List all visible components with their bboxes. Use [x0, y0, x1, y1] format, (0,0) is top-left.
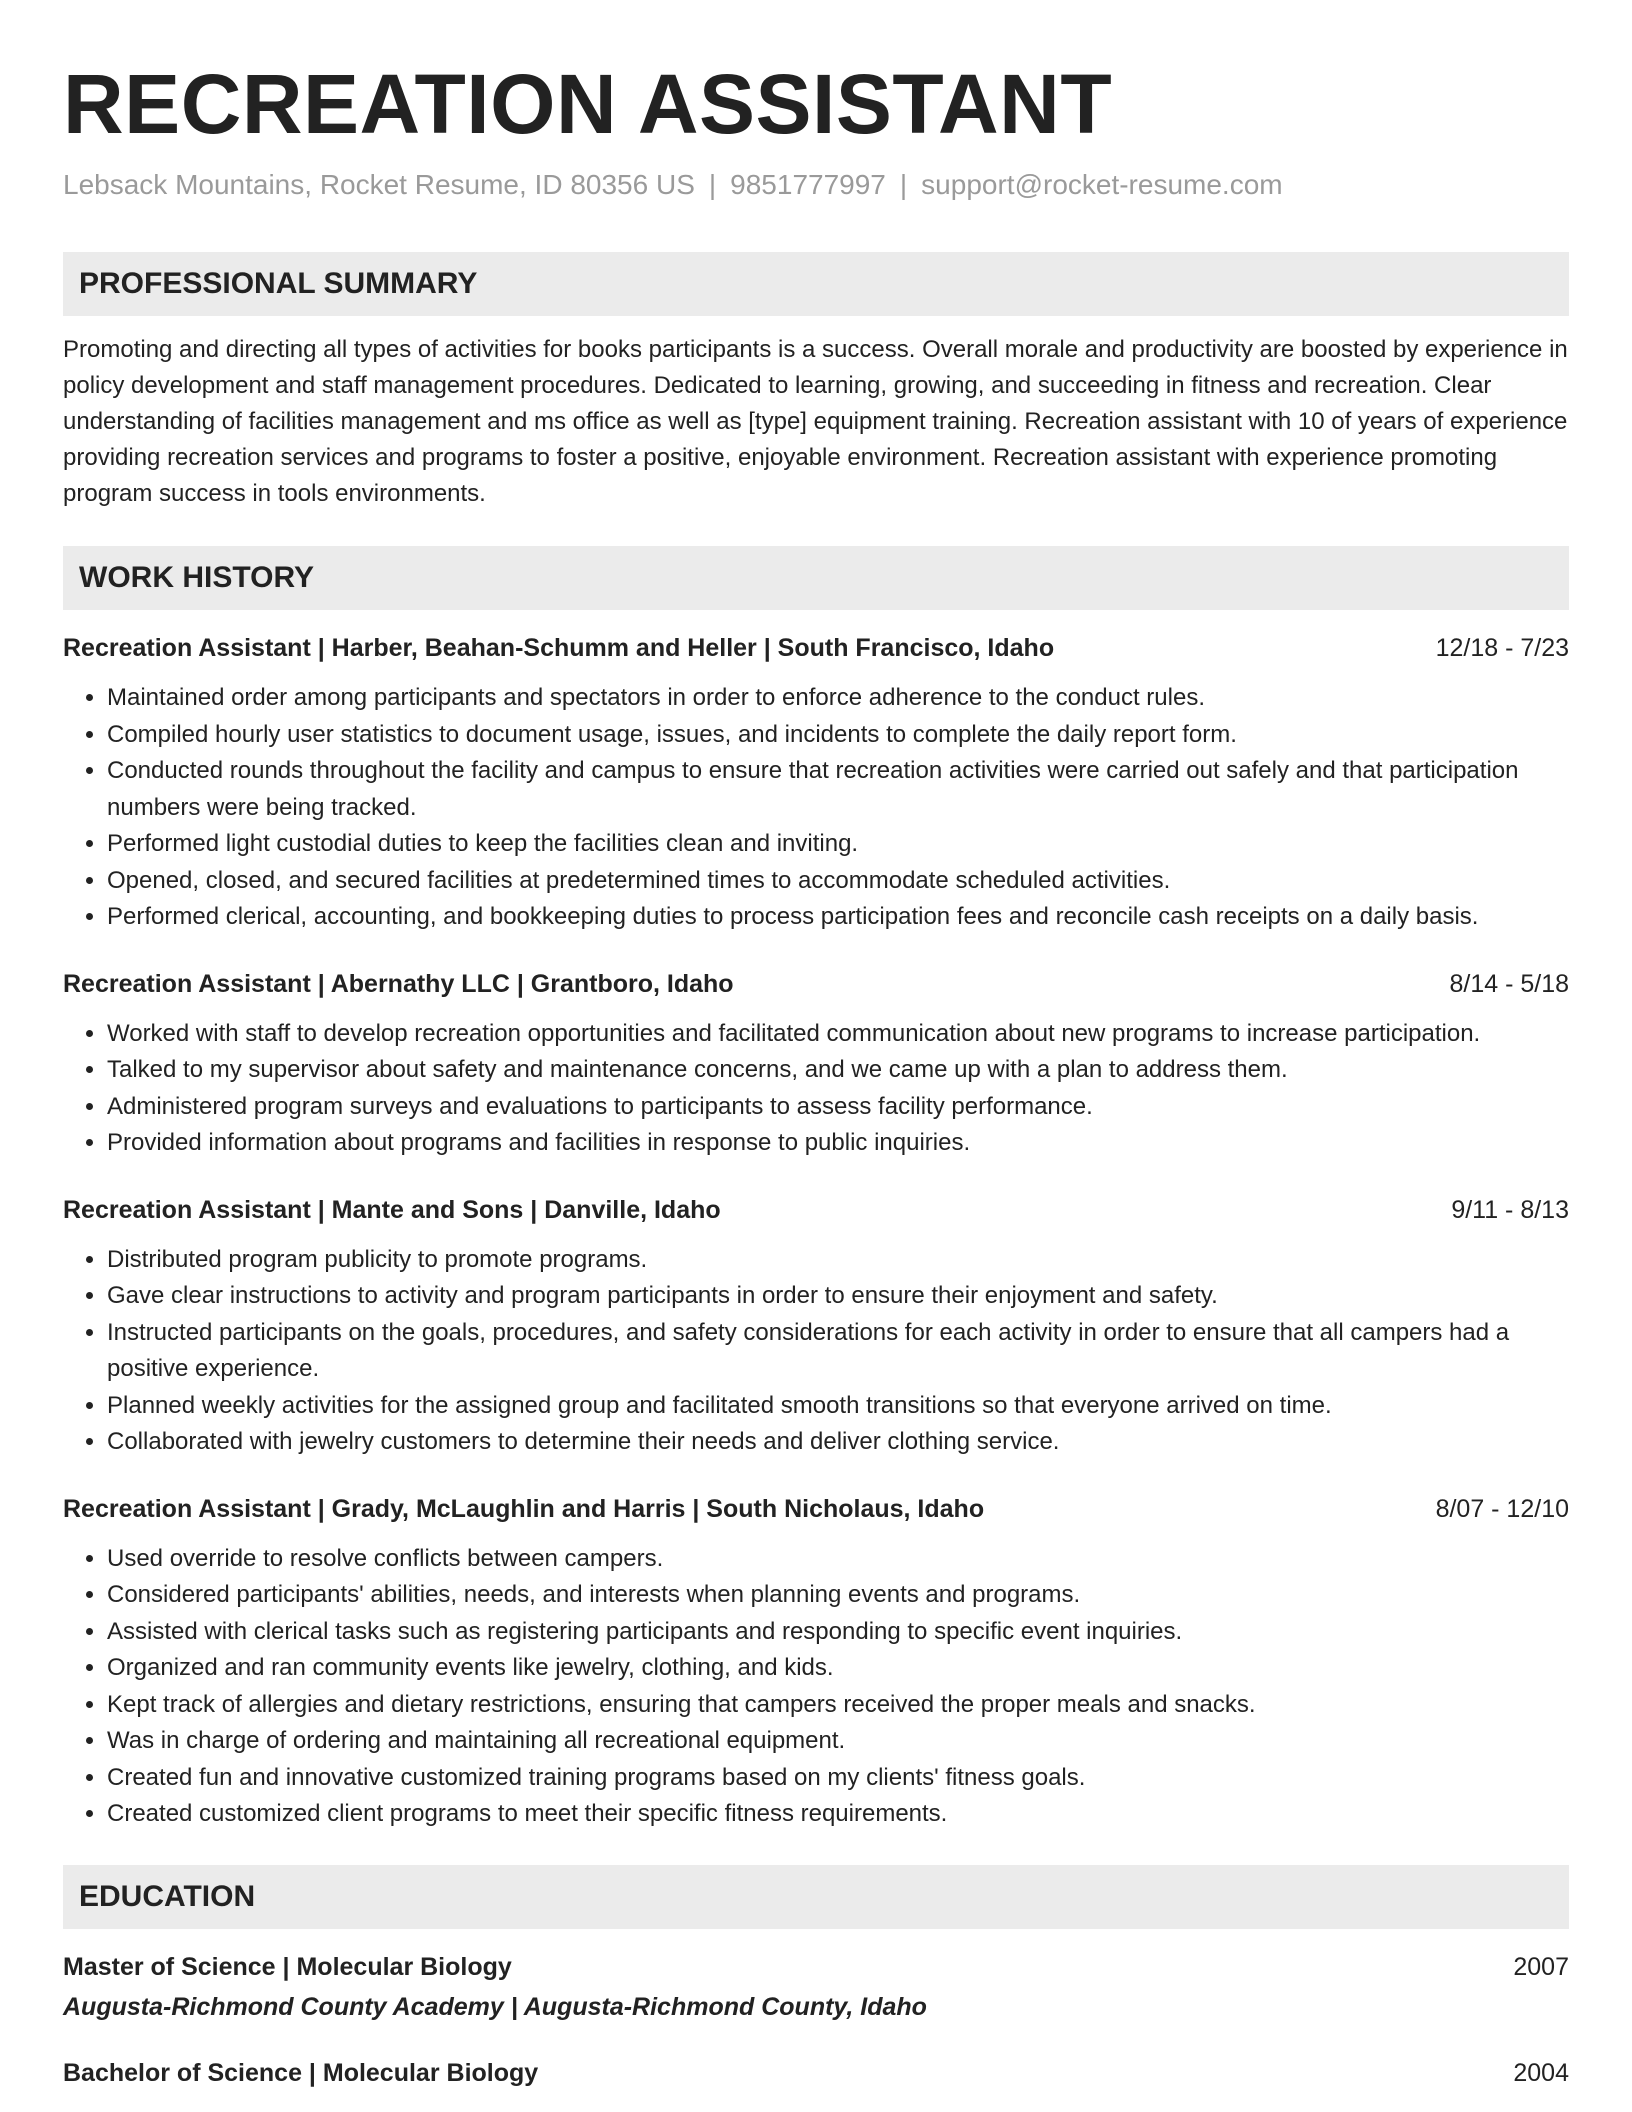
education-year: 2007	[1513, 1952, 1569, 1981]
job-bullet-list	[63, 1541, 1569, 1833]
job-bullet: • Created fun and innovative customized training programs based on my clients' fitness goals.	[107, 1760, 1569, 1797]
job-entry	[63, 966, 1569, 1162]
job-bullet: • Compiled hourly user statistics to document usage, issues, and incidents to complete the daily report form.	[107, 717, 1569, 754]
job-title: Recreation Assistant | Abernathy LLC | Grantboro, Idaho	[63, 969, 734, 998]
contact-address: Lebsack Mountains, Rocket Resume, ID 80356 US	[63, 169, 695, 200]
contact-line	[63, 168, 1569, 202]
job-title: Recreation Assistant | Grady, McLaughlin and Harris | South Nicholaus, Idaho	[63, 1494, 985, 1523]
education-degree: Bachelor of Science | Molecular Biology	[63, 2058, 539, 2087]
education-school: Augusta-Richmond County Academy | Augusta-Richmond County, Idaho	[63, 1992, 927, 2021]
job-bullet: • Gave clear instructions to activity and program participants in order to ensure their enjoyment and safety.	[107, 1278, 1569, 1315]
job-bullet: • Organized and ran community events like jewelry, clothing, and kids.	[107, 1650, 1569, 1687]
education-header	[63, 2055, 1569, 2091]
education-year: 2004	[1513, 2058, 1569, 2087]
contact-separator: |	[708, 169, 717, 200]
job-bullet: • Assisted with clerical tasks such as registering participants and responding to specific event inquiries.	[107, 1614, 1569, 1651]
education-degree: Master of Science | Molecular Biology	[63, 1952, 512, 1981]
job-bullet: • Planned weekly activities for the assigned group and facilitated smooth transitions so that everyone arrived on time.	[107, 1388, 1569, 1425]
job-bullet: • Opened, closed, and secured facilities at predetermined times to accommodate scheduled activities.	[107, 863, 1569, 900]
job-bullet: • Collaborated with jewelry customers to determine their needs and deliver clothing service.	[107, 1424, 1569, 1461]
job-dates: 8/07 - 12/10	[1435, 1494, 1569, 1523]
job-bullet-list	[63, 1016, 1569, 1162]
job-entry	[63, 630, 1569, 936]
job-header	[63, 966, 1569, 1002]
job-bullet: • Talked to my supervisor about safety and maintenance concerns, and we came up with a plan to address them.	[107, 1052, 1569, 1089]
job-header	[63, 1192, 1569, 1228]
job-bullet: • Administered program surveys and evaluations to participants to assess facility performance.	[107, 1089, 1569, 1126]
job-dates: 9/11 - 8/13	[1451, 1195, 1569, 1224]
job-bullet: • Considered participants' abilities, needs, and interests when planning events and programs.	[107, 1577, 1569, 1614]
job-bullet: • Worked with staff to develop recreation opportunities and facilitated communication about new programs to increase participation.	[107, 1016, 1569, 1053]
job-bullet: • Was in charge of ordering and maintaining all recreational equipment.	[107, 1723, 1569, 1760]
job-bullet-list	[63, 1242, 1569, 1461]
contact-phone: 9851777997	[730, 169, 886, 200]
job-bullet-list	[63, 680, 1569, 936]
job-bullet: • Conducted rounds throughout the facility and campus to ensure that recreation activities were carried out safely and that participation numbers were being tracked.	[107, 753, 1569, 826]
job-bullet: • Performed clerical, accounting, and bookkeeping duties to process participation fees and reconcile cash receipts on a daily basis.	[107, 899, 1569, 936]
job-entry	[63, 1192, 1569, 1461]
candidate-name: RECREATION ASSISTANT	[63, 57, 1113, 151]
section-header-work-history: WORK HISTORY	[63, 546, 1569, 610]
education-entry	[63, 2055, 1569, 2091]
education-header	[63, 1949, 1569, 1985]
job-bullet: • Used override to resolve conflicts between campers.	[107, 1541, 1569, 1578]
job-title: Recreation Assistant | Mante and Sons | Danville, Idaho	[63, 1195, 721, 1224]
job-bullet: • Performed light custodial duties to keep the facilities clean and inviting.	[107, 826, 1569, 863]
job-bullet: • Distributed program publicity to promote programs.	[107, 1242, 1569, 1279]
section-header-education: EDUCATION	[63, 1865, 1569, 1929]
education-list	[63, 1949, 1569, 2091]
contact-email: support@rocket-resume.com	[921, 169, 1283, 200]
section-header-summary: PROFESSIONAL SUMMARY	[63, 252, 1569, 316]
job-entry	[63, 1491, 1569, 1833]
job-bullet: • Kept track of allergies and dietary restrictions, ensuring that campers received the proper meals and snacks.	[107, 1687, 1569, 1724]
work-history-list	[63, 630, 1569, 1833]
job-bullet: • Provided information about programs and facilities in response to public inquiries.	[107, 1125, 1569, 1162]
job-dates: 8/14 - 5/18	[1449, 969, 1569, 998]
summary-text: Promoting and directing all types of activities for books participants is a success. Overall morale and productivity are boosted by experience in policy development and staff management procedures. Dedicated to learning, growing, and succeeding in fitness and recreation. Clear understanding of facilities management and ms office as well as [type] equipment training. Recreation assistant with 10 of years of experience providing recreation services and programs to foster a positive, enjoyable environment. Recreation assistant with experience promoting program success in tools environments.	[63, 336, 1568, 507]
job-bullet: • Created customized client programs to meet their specific fitness requirements.	[107, 1796, 1569, 1833]
job-header	[63, 630, 1569, 666]
job-bullet: • Instructed participants on the goals, procedures, and safety considerations for each activity in order to ensure that all campers had a positive experience.	[107, 1315, 1569, 1388]
job-header	[63, 1491, 1569, 1527]
job-bullet: • Maintained order among participants and spectators in order to enforce adherence to the conduct rules.	[107, 680, 1569, 717]
job-dates: 12/18 - 7/23	[1435, 634, 1569, 662]
contact-separator: |	[899, 169, 908, 200]
education-entry	[63, 1949, 1569, 2025]
job-title: Recreation Assistant | Harber, Beahan-Schumm and Heller | South Francisco, Idaho	[63, 634, 1055, 662]
